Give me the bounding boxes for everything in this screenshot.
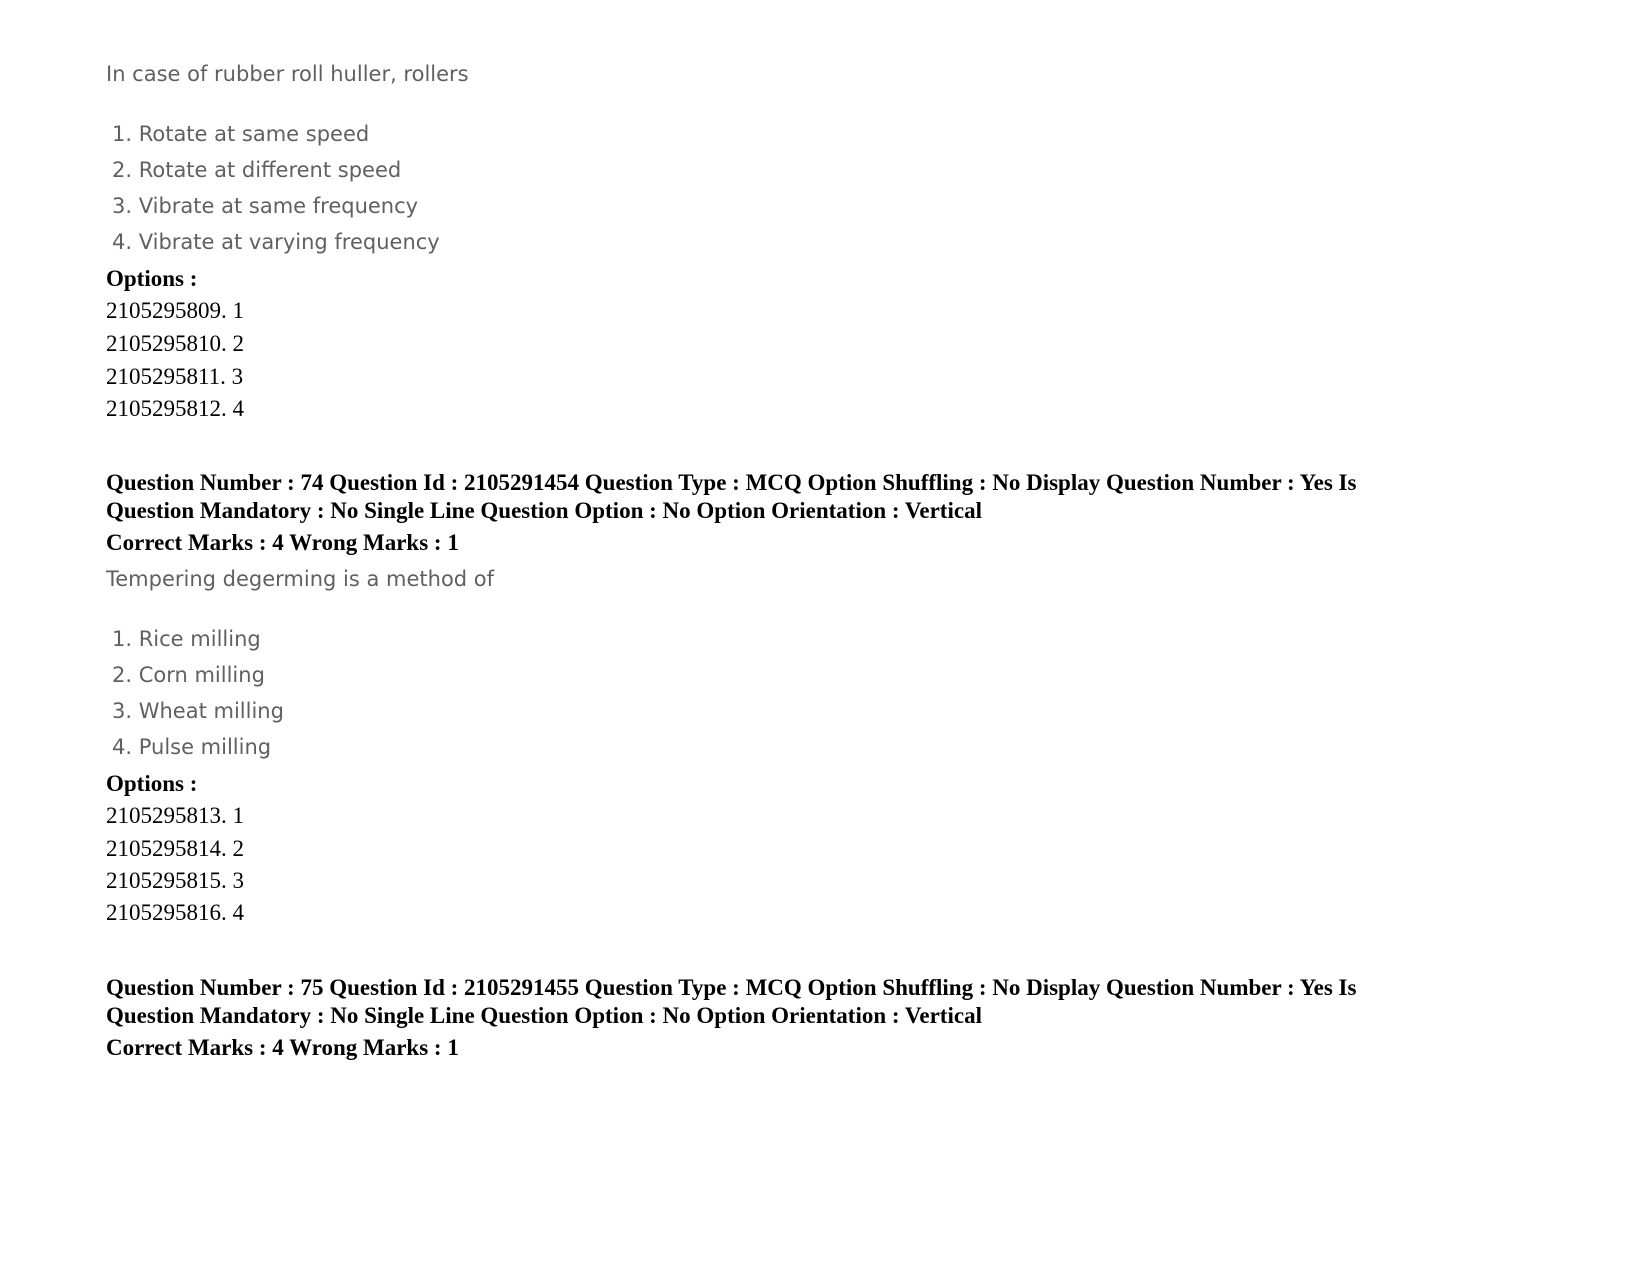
options-label: Options :: [106, 771, 198, 796]
question-marks: Correct Marks : 4 Wrong Marks : 1: [106, 1035, 459, 1060]
option-item: 2105295811. 3: [106, 364, 244, 389]
question-choice: 4. Vibrate at varying frequency: [112, 230, 440, 254]
option-item: 2105295816. 4: [106, 900, 244, 925]
options-label: Options :: [106, 266, 198, 291]
question-meta: Question Mandatory : No Single Line Question Option : No Option Orientation : Vertical: [106, 498, 982, 523]
question-meta: Question Number : 74 Question Id : 2105291454 Question Type : MCQ Option Shuffling : No Display Question Number : Yes Is: [106, 470, 1357, 495]
question-stem: In case of rubber roll huller, rollers: [106, 62, 469, 86]
option-item: 2105295814. 2: [106, 836, 244, 861]
question-choice: 4. Pulse milling: [112, 735, 272, 759]
question-stem: Tempering degerming is a method of: [106, 567, 495, 591]
question-meta: Question Number : 75 Question Id : 2105291455 Question Type : MCQ Option Shuffling : No Display Question Number : Yes Is: [106, 975, 1357, 1000]
question-marks: Correct Marks : 4 Wrong Marks : 1: [106, 530, 459, 555]
option-item: 2105295812. 4: [106, 396, 244, 421]
option-item: 2105295809. 1: [106, 298, 244, 323]
option-item: 2105295810. 2: [106, 331, 244, 356]
question-choice: 1. Rotate at same speed: [112, 122, 370, 146]
question-choice: 1. Rice milling: [112, 627, 261, 651]
option-item: 2105295815. 3: [106, 868, 244, 893]
question-choice: 2. Corn milling: [112, 663, 265, 687]
option-item: 2105295813. 1: [106, 803, 244, 828]
question-choice: 3. Vibrate at same frequency: [112, 194, 419, 218]
question-meta: Question Mandatory : No Single Line Question Option : No Option Orientation : Vertical: [106, 1003, 982, 1028]
question-choice: 3. Wheat milling: [112, 699, 284, 723]
question-choice: 2. Rotate at different speed: [112, 158, 402, 182]
